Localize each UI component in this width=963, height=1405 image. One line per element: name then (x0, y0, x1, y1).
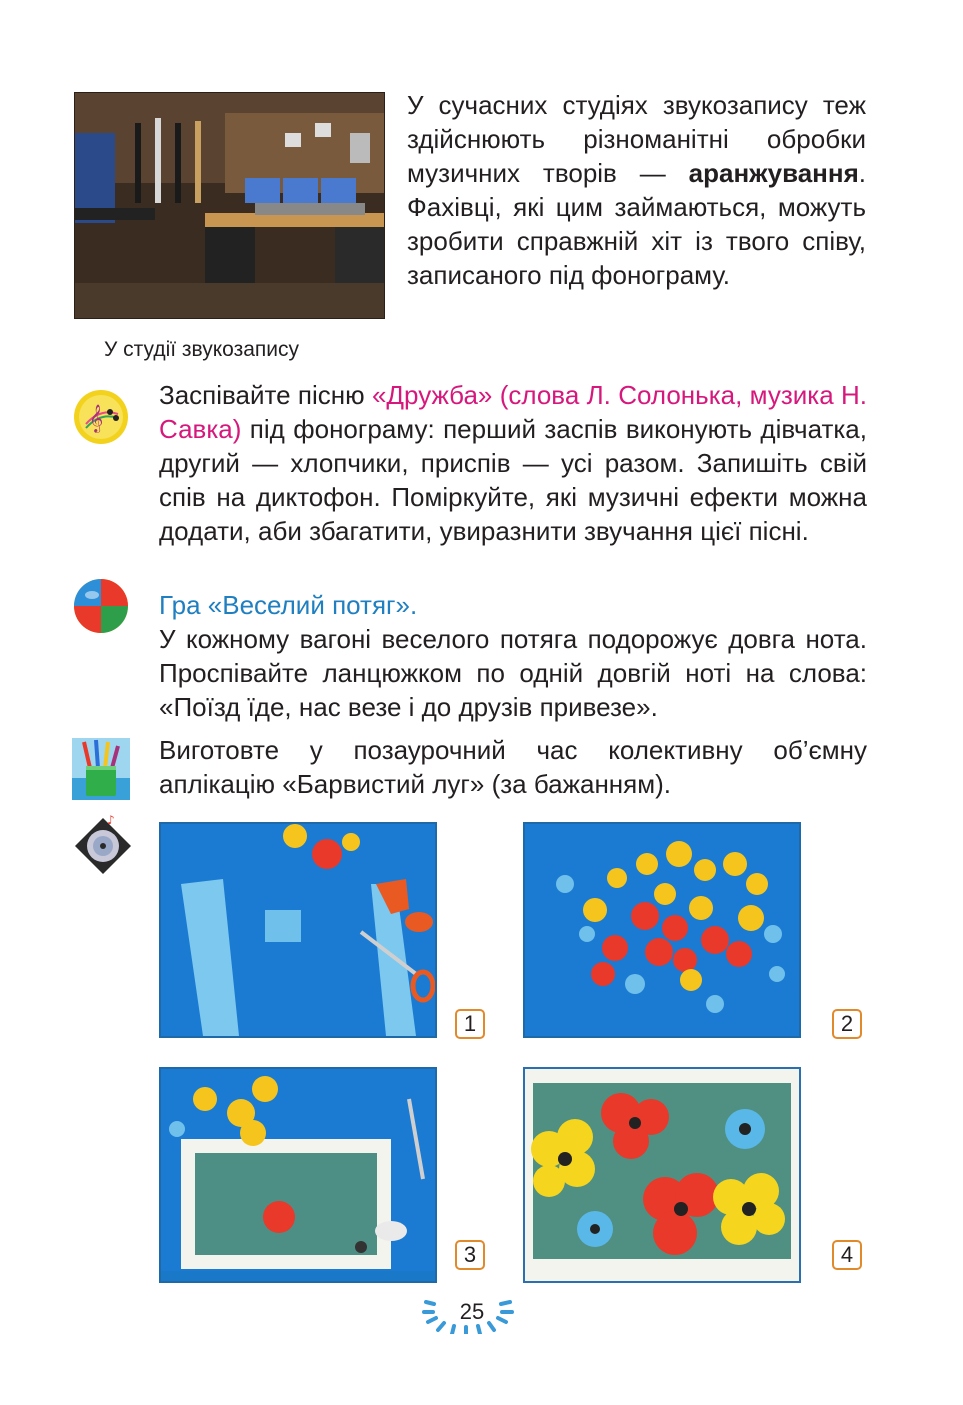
sing-task-rest: під фонограму: перший заспів виконують дівчатка, другий — хлопчики, приспів — усі разом. Запишіть свій спів на диктофон. Поміркуйте, які музичні ефекти можна додати, аби збагатити, увиразнити звучання цієї пісні. (159, 414, 867, 546)
intro-text-after: . Фахівці, які цим займаються, можуть зробити справжній хіт із твого співу, записаного під фонограму. (407, 158, 866, 290)
craft-text: Виготовте у позаурочний час колективну об’ємну аплікацію «Барвистий луг» (за бажанням). (159, 735, 867, 799)
pencil-cup-icon (72, 738, 130, 796)
intro-text-before: У сучасних студіях звукозапису теж здійснюють різноманітні обробки музичних творів — (407, 90, 866, 188)
music-notes-icon (72, 388, 130, 446)
step-badge-1: 1 (455, 1009, 485, 1039)
studio-photo (74, 92, 385, 319)
intro-paragraph (407, 88, 866, 292)
page-number: 25 (459, 1299, 485, 1324)
craft-step-photo-4 (523, 1067, 801, 1283)
step-badge-4: 4 (832, 1240, 862, 1270)
craft-step-photo-2 (523, 822, 801, 1038)
intro-term: аранжування (688, 158, 859, 188)
svg-text:𝄞: 𝄞 (89, 404, 104, 432)
game-text: У кожному вагоні веселого потяга подорожує довга нота. Проспівайте ланцюжком по одній довгій ноті на слова: «Поїзд їде, нас везе і до друзів привезе». (159, 624, 867, 722)
step-badge-2: 2 (832, 1009, 862, 1039)
photo-caption: У студії звукозапису (104, 338, 300, 361)
craft-step-photo-3 (159, 1067, 437, 1283)
game-title: Гра «Веселий потяг». (159, 590, 418, 620)
svg-text:♪: ♪ (107, 813, 115, 827)
sing-task-lead: Заспівайте пісню (159, 380, 372, 410)
beach-ball-icon (72, 577, 130, 635)
craft-step-photo-1 (159, 822, 437, 1038)
sing-task-paragraph (159, 378, 867, 548)
song-title: «Дружба» (слова Л. Солонька, музика Н. Савка) (159, 380, 867, 444)
step-badge-3: 3 (455, 1240, 485, 1270)
cd-disc-icon (73, 812, 133, 878)
